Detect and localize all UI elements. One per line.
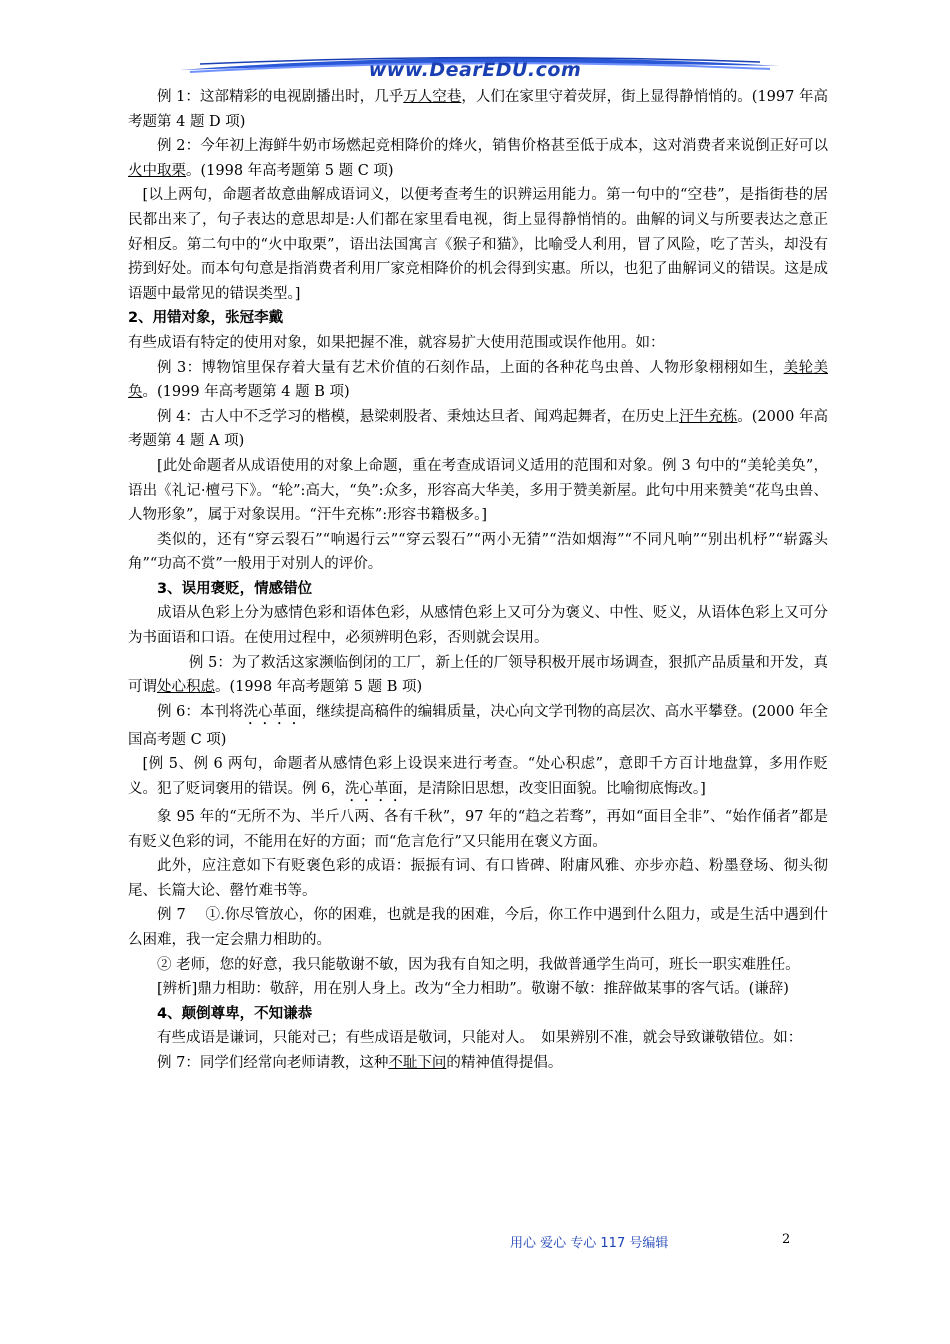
paragraph — [128, 356, 828, 405]
footer-note: 用心 爱心 专心 117 号编辑 — [510, 1236, 669, 1251]
text-run: 有些成语有特定的使用对象，如果把握不准，就容易扩大使用范围或误作他用。如： — [128, 334, 665, 351]
highlighted-idiom: 处心积虑 — [157, 679, 215, 696]
section-heading — [128, 577, 828, 602]
text-run: 例 2：今年初上海鲜牛奶市场燃起竞相降价的烽火，销售价格甚至低于成本，这对消费者来说倒正好可以 — [157, 138, 828, 155]
highlighted-idiom: 洗心革面 — [243, 703, 302, 720]
paragraph — [128, 651, 828, 700]
text-run: 。(1998 年高考题第 5 题 B 项) — [215, 679, 423, 696]
page-number: 2 — [782, 1232, 791, 1247]
text-run: 类似的，还有“穿云裂石”“响遏行云”“穿云裂石”“两小无猜”“浩如烟海”“不同凡响”“别出机杼”“崭露头角”“功高不赏”一般用于对别人的评价。 — [128, 531, 828, 573]
text-run: 例 1：这部精彩的电视剧播出时，几乎 — [157, 89, 404, 105]
paragraph — [128, 183, 828, 306]
text-run: 象 95 年的“无所不为、半斤八两、各有千秋”，97 年的“趋之若骛”，再如“面目全非”、“始作俑者”都是有贬义色彩的词，不能用在好的方面；而“危言危行”又只能用在褒义方面。 — [128, 809, 828, 850]
text-run: 有些成语是谦词，只能对己；有些成语是敬词，只能对人。 如果辨别不准，就会导致谦敬错位。如： — [157, 1030, 803, 1047]
text-run: 例 6：本刊将 — [157, 703, 244, 720]
highlighted-idiom: 洗心革面 — [344, 781, 403, 798]
text-run: 。(1999 年高考题第 4 题 B 项) — [142, 384, 350, 401]
text-run: [以上两句，命题者故意曲解成语词义，以便考查考生的识辨运用能力。第一句中的“空巷”，是指街巷的居民都出来了，句子表达的意思却是:人们都在家里看电视，街上显得静悄悄的。曲解的词义与所要表达之意正好相反。第二句中的“火中取栗”，语出法国寓言《猴子和猫》，比喻受人利用，冒了风险，吃了苦头，却没有捞到好处。而本句句意是指消费者利用厂家竞相降价的机会得到实惠。所以，也犯了曲解词义的错误。这是成语题中最常见的错误类型。] — [128, 187, 828, 302]
site-logo[interactable]: www.DearEDU.com — [368, 59, 582, 81]
paragraph — [128, 601, 828, 650]
highlighted-idiom: 不耻下问 — [388, 1054, 447, 1071]
text-run: ，继续提高稿件的编辑质量，决心向文学刊物的高层次、高水平攀登。(2000 年全国高考题 C 项) — [128, 703, 828, 748]
document-body — [128, 85, 828, 1076]
highlighted-idiom: 万人空巷 — [403, 89, 462, 105]
text-run: 例 7 ①.你尽管放心，你的困难，也就是我的困难，今后，你工作中遇到什么阻力，或是生活中遇到什么困难，我一定会鼎力相助的。 — [128, 907, 828, 948]
paragraph — [128, 977, 828, 1002]
paragraph — [128, 528, 828, 577]
text-run: ，人们在家里守着荧屏，街上显得静悄悄的。(1997 年高考题第 4 题 D 项) — [128, 89, 829, 130]
text-run: 。(2000 年高考题第 4 题 A 项) — [128, 408, 829, 450]
text-run: [此处命题者从成语使用的对象上命题，重在考查成语词义适用的范围和对象。例 3 句中的“美轮美奂”，语出《礼记·檀弓下》。“轮”:高大，“奂”:众多，形容高大华美，多用于赞美新屋。此句中用来赞美“花鸟虫兽、人物形象”，属于对象误用。“汗牛充栋”:形容书籍极多。] — [128, 457, 828, 524]
text-run: 例 3：博物馆里保存着大量有艺术价值的石刻作品，上面的各种花鸟虫兽、人物形象栩栩如生， — [157, 359, 784, 376]
paragraph — [128, 854, 828, 903]
text-run: ② 老师，您的好意，我只能敬谢不敏，因为我有自知之明，我做普通学生尚可，班长一职实难胜任。 — [157, 956, 800, 973]
text-run: 成语从色彩上分为感情色彩和语体色彩，从感情色彩上又可分为褒义、中性、贬义，从语体色彩上又可分为书面语和口语。在使用过程中，必须辨明色彩，否则就会误用。 — [128, 605, 828, 647]
paragraph — [128, 405, 828, 454]
text-run: 例 4：古人中不乏学习的楷模，悬梁刺股者、秉烛达旦者、闻鸡起舞者，在历史上 — [157, 408, 680, 425]
paragraph — [128, 752, 828, 805]
text-run: 3、误用褒贬，情感错位 — [157, 580, 313, 597]
highlighted-idiom: 汗牛充栋 — [679, 408, 738, 425]
text-run: 4、颠倒尊卑，不知谦恭 — [157, 1005, 313, 1022]
text-run: 例 5：为了救活这家濒临倒闭的工厂，新上任的厂领导积极开展市场调查，狠抓产品质量和开发，真可谓 — [128, 654, 828, 696]
highlighted-idiom: 美轮美奂 — [128, 359, 828, 401]
text-run: 例 7：同学们经常向老师请教，这种 — [157, 1054, 389, 1071]
text-run: 此外，应注意如下有贬褒色彩的成语：振振有词、有口皆碑、附庸风雅、亦步亦趋、粉墨登场、彻头彻尾、长篇大论、罄竹难书等。 — [128, 858, 828, 899]
section-heading — [128, 306, 828, 331]
text-run: 2、用错对象，张冠李戴 — [128, 310, 284, 327]
paragraph — [128, 1026, 828, 1051]
highlighted-idiom: 火中取栗 — [128, 162, 186, 179]
paragraph — [128, 805, 828, 854]
section-heading — [128, 1002, 828, 1027]
text-run: 的精神值得提倡。 — [446, 1054, 563, 1071]
paragraph — [128, 953, 828, 978]
paragraph — [128, 331, 828, 356]
paragraph — [128, 85, 828, 134]
paragraph — [128, 700, 828, 753]
text-run: [例 5、例 6 两句，命题者从感情色彩上设误来进行考查。“处心积虑”，意即千方百计地盘算，多用作贬义。犯了贬词褒用的错误。例 6， — [128, 756, 828, 798]
text-run: [辨析]鼎力相助：敬辞，用在别人身上。改为“全力相助”。敬谢不敏：推辞做某事的客气话。(谦辞) — [157, 981, 789, 998]
text-run: ，是清除旧思想，改变旧面貌。比喻彻底悔改。] — [402, 781, 706, 798]
paragraph — [128, 1051, 828, 1076]
text-run: 。(1998 年高考题第 5 题 C 项) — [186, 162, 394, 179]
paragraph — [128, 903, 828, 952]
paragraph — [128, 134, 828, 183]
paragraph — [128, 454, 828, 528]
